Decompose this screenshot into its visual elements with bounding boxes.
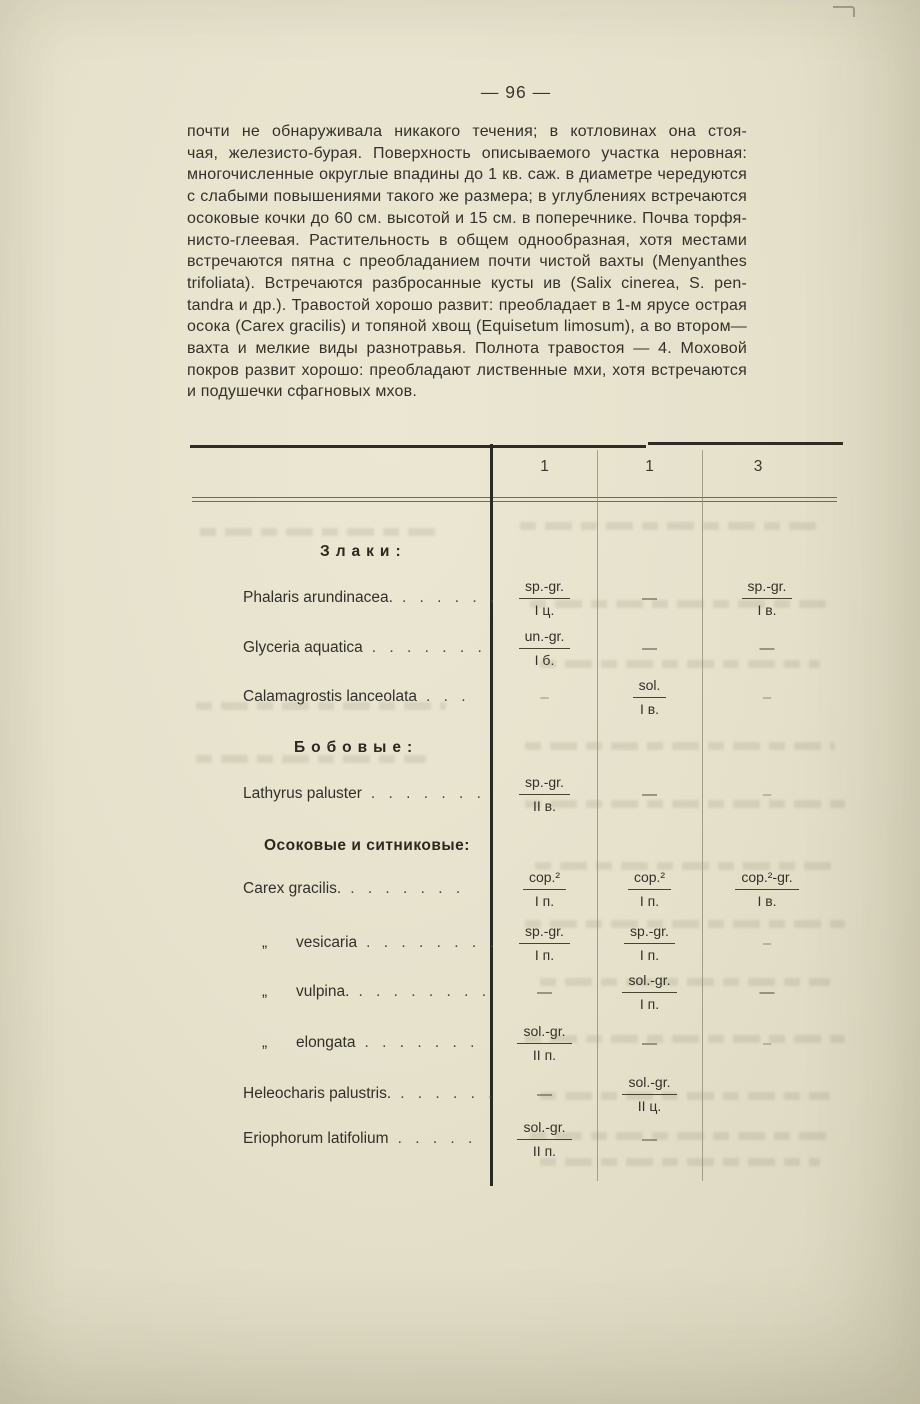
table-species-row	[190, 574, 844, 622]
dot-leader: . . .	[426, 688, 468, 705]
paragraph-line: tandra и др.). Травостой хорошо развит: преобладает в 1-м ярусе острая	[187, 296, 747, 314]
dot-leader: . . . . . . . .	[358, 983, 489, 1000]
table-species-row	[190, 624, 844, 672]
genus-repeat-mark: „	[262, 983, 268, 1000]
table-species-row	[190, 1019, 844, 1067]
abundance-cell: —	[642, 639, 657, 657]
species-name: „ vulpina. . . . . . . . .	[262, 983, 489, 1000]
species-name: Glyceria aquatica . . . . . . .	[243, 639, 484, 656]
paragraph-line: осоковые кочки до 60 см. высотой и 15 см. в поперечнике. Почва торфя-	[187, 209, 747, 227]
species-name: „ elongata . . . . . . .	[262, 1034, 477, 1051]
abundance-cell	[702, 1070, 832, 1118]
species-name: Calamagrostis lanceolata . . .	[243, 688, 468, 705]
abundance-cell: $\frac{\text{cop.²}}{\text{I п.}}$	[597, 865, 702, 913]
dot-leader: . . . . . .	[401, 589, 497, 606]
dot-leader: . . . . . .	[400, 1085, 495, 1102]
table-species-row	[190, 1070, 844, 1118]
dot-leader: . . . . . . .	[364, 1034, 477, 1051]
paragraph-line: осока (Carex gracilis) и топяной хвощ (Equisetum limosum), а во втором—	[187, 318, 747, 336]
table-species-row	[190, 919, 844, 967]
abundance-cell: $\frac{sp.-gr.}{\text{I п.}}$	[597, 919, 702, 967]
species-name: Lathyrus paluster . . . . . . .	[243, 785, 483, 802]
abundance-cell: –	[762, 688, 772, 706]
genus-repeat-mark: „	[262, 934, 268, 951]
dot-leader: . . . . . . .	[371, 639, 484, 656]
abundance-cell: —	[642, 1130, 657, 1148]
table-section-row	[190, 822, 844, 870]
table-header-col-3: 3	[753, 458, 763, 475]
paragraph-line: почти не обнаруживала никакого течения; в котловинах она стоя-	[187, 123, 747, 140]
pen-mark-icon	[833, 6, 855, 17]
abundance-cell: $\frac{un.-gr.}{\text{I б.}}$	[492, 624, 597, 672]
abundance-cell: $\frac{\text{cop.²-gr.}}{\text{I в.}}$	[702, 865, 832, 913]
paragraph-line: с слабыми повышениями такого же размера; в углублениях встречаются	[187, 188, 747, 206]
paragraph	[187, 121, 747, 403]
table-top-rule-left	[190, 445, 646, 448]
paragraph-line: нисто-глеевая. Растительность в общем однообразная, хотя местами	[187, 231, 747, 249]
abundance-cell: —	[642, 785, 657, 803]
species-name: Phalaris arundinacea. . . . . . .	[243, 589, 497, 606]
section-heading: Злаки:	[320, 543, 407, 560]
species-name: „ vesicaria . . . . . . . .	[262, 934, 496, 951]
abundance-cell: $\frac{\text{sol.}}{\text{I в.}}$	[597, 673, 702, 721]
table-species-row	[190, 968, 844, 1016]
abundance-cell: $\frac{\text{sol.-gr.}}{\text{II п.}}$	[492, 1019, 597, 1067]
header-underline-1	[192, 497, 837, 498]
section-heading: Осоковые и ситниковые:	[264, 837, 470, 854]
abundance-cell: $\frac{\text{sol.-gr.}}{\text{II ц.}}$	[597, 1070, 702, 1118]
paragraph-line: покров развит хорошо: преобладают лиственные мхи, хотя встречаются	[187, 361, 747, 379]
paragraph-line: чая, железисто-бурая. Поверхность описываемого участка неровная:	[187, 144, 747, 162]
dot-leader: . . . . .	[397, 1130, 475, 1147]
paragraph-line: trifoliata). Встречаются разбросанные кусты ив (Salix cinerea, S. pen-	[187, 274, 747, 292]
paragraph-line: многочисленные округлые впадины до 1 кв. саж. в диаметре чередуются	[187, 166, 747, 184]
table-species-row	[190, 673, 844, 721]
abundance-cell: $\frac{sp.-gr.}{\text{I в.}}$	[702, 574, 832, 622]
dot-leader: . . . . . . .	[370, 785, 483, 802]
abundance-cell: –	[762, 934, 772, 952]
table-top-rule-right	[648, 442, 843, 445]
abundance-cell: —	[759, 639, 775, 657]
table-species-row	[190, 770, 844, 818]
abundance-cell: —	[759, 983, 775, 1001]
abundance-cell: $\frac{sp.-gr.}{\text{II в.}}$	[492, 770, 597, 818]
abundance-cell	[702, 1115, 832, 1163]
abundance-cell: —	[537, 1085, 552, 1103]
species-name: Heleocharis palustris. . . . . . .	[243, 1085, 495, 1102]
dot-leader: . . . . . . . .	[366, 934, 496, 951]
abundance-cell: –	[762, 785, 772, 803]
table-section-row	[190, 724, 844, 772]
dot-leader: . . . . . . .	[350, 880, 463, 897]
species-name: Eriophorum latifolium . . . . .	[243, 1130, 475, 1147]
paragraph-line: и подушечки сфагновых мхов.	[187, 383, 417, 401]
abundance-cell: –	[762, 1034, 772, 1052]
table-section-row	[190, 528, 844, 576]
table-header-col-1: 1	[540, 458, 549, 475]
abundance-cell: $\frac{sp.-gr.}{\text{I п.}}$	[492, 919, 597, 967]
table-species-row	[190, 865, 844, 913]
abundance-cell: —	[537, 983, 552, 1001]
abundance-cell: $\frac{\text{cop.²}}{\text{I п.}}$	[492, 865, 597, 913]
paragraph-line: встречаются пятна с преобладанием почти чистой вахты (Menyanthes	[187, 253, 747, 271]
paragraph-line: вахта и мелкие виды разнотравья. Полнота травостоя — 4. Моховой	[187, 340, 747, 358]
abundance-cell: $\frac{\text{sol.-gr.}}{\text{II п.}}$	[492, 1115, 597, 1163]
table-header-col-2: 1	[645, 458, 654, 475]
abundance-cell: $\frac{\text{sol.-gr.}}{\text{I п.}}$	[597, 968, 702, 1016]
genus-repeat-mark: „	[262, 1034, 268, 1051]
header-underline-2	[192, 501, 837, 502]
abundance-cell: –	[540, 688, 549, 706]
table-species-row	[190, 1115, 844, 1163]
abundance-cell: —	[642, 589, 657, 607]
section-heading: Бобовые:	[294, 739, 419, 756]
page-number: — 96 —	[480, 82, 552, 102]
species-name: Carex gracilis. . . . . . . .	[243, 880, 463, 897]
abundance-cell: $\frac{sp.-gr.}{\text{I ц.}}$	[492, 574, 597, 622]
abundance-cell: —	[642, 1034, 657, 1052]
